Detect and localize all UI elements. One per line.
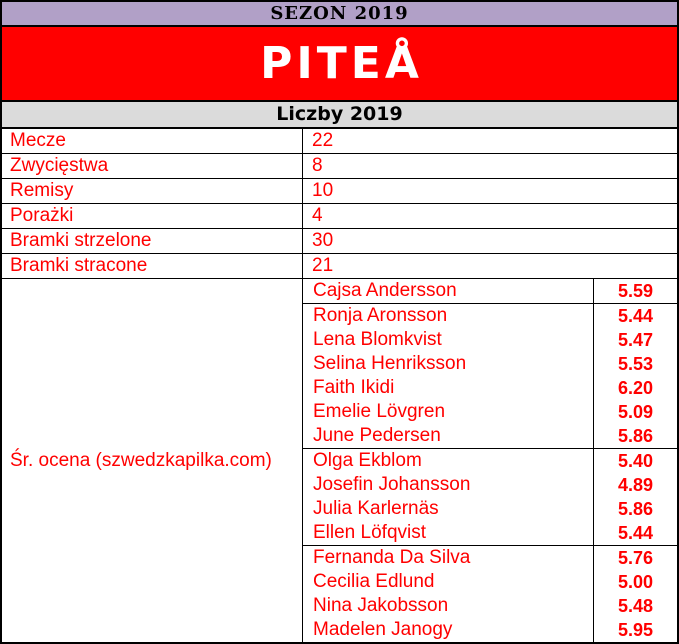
player-row (303, 521, 677, 545)
stat-label: Remisy (10, 180, 74, 201)
stat-label: Porażki (10, 205, 74, 226)
player-row (303, 497, 677, 521)
stat-row-wins (2, 154, 677, 179)
player-rating: 5.95 (593, 618, 677, 642)
player-rating: 5.44 (593, 304, 677, 328)
player-name: Ellen Löfqvist (313, 522, 427, 543)
player-name: Faith Ikidi (313, 377, 395, 398)
player-name: Madelen Janogy (313, 619, 453, 640)
player-rating: 4.89 (593, 473, 677, 497)
ratings-table (302, 279, 677, 642)
player-rating: 5.09 (593, 400, 677, 424)
stat-row-draws (2, 179, 677, 204)
ratings-source-label: Śr. ocena (szwedzkapilka.com) (10, 449, 272, 471)
player-row (303, 328, 677, 352)
stat-value: 22 (302, 129, 677, 153)
player-row (303, 473, 677, 497)
player-rating: 5.48 (593, 594, 677, 618)
stat-value: 8 (302, 154, 677, 178)
numbers-title: Liczby 2019 (276, 103, 403, 125)
player-rating: 5.00 (593, 570, 677, 594)
player-name: June Pedersen (313, 425, 441, 446)
player-rating: 5.86 (593, 497, 677, 521)
ratings-section (2, 279, 677, 642)
stat-row-goals-for (2, 229, 677, 254)
player-row (303, 449, 677, 473)
team-name: PITEÅ (260, 37, 423, 89)
season-title: SEZON 2019 (270, 2, 409, 24)
stat-row-goals-against (2, 254, 677, 279)
player-row (303, 376, 677, 400)
stat-value: 30 (302, 229, 677, 253)
player-name: Lena Blomkvist (313, 329, 442, 350)
player-row (303, 304, 677, 328)
player-rating: 5.40 (593, 449, 677, 473)
player-rating: 6.20 (593, 376, 677, 400)
team-banner (2, 27, 677, 102)
player-rating: 5.47 (593, 328, 677, 352)
player-name: Olga Ekblom (313, 450, 422, 471)
stat-label: Bramki strzelone (10, 230, 152, 251)
player-row (303, 594, 677, 618)
stat-value: 10 (302, 179, 677, 203)
stat-label: Mecze (10, 130, 66, 151)
player-name: Cajsa Andersson (313, 280, 457, 301)
numbers-bar (2, 102, 677, 129)
player-group-4 (303, 545, 677, 642)
player-row (303, 352, 677, 376)
player-rating: 5.44 (593, 521, 677, 545)
stat-row-matches (2, 129, 677, 154)
player-name: Selina Henriksson (313, 353, 467, 374)
player-name: Emelie Lövgren (313, 401, 446, 422)
player-row (303, 279, 677, 303)
player-row (303, 424, 677, 448)
player-row (303, 546, 677, 570)
player-row (303, 618, 677, 642)
stat-value: 4 (302, 204, 677, 228)
player-group-2 (303, 303, 677, 448)
player-rating: 5.86 (593, 424, 677, 448)
player-rating: 5.53 (593, 352, 677, 376)
player-row (303, 570, 677, 594)
player-name: Josefin Johansson (313, 474, 471, 495)
stat-label: Bramki stracone (10, 255, 148, 276)
stat-label: Zwycięstwa (10, 155, 109, 176)
season-bar (2, 2, 677, 27)
player-name: Fernanda Da Silva (313, 547, 471, 568)
player-rating: 5.59 (593, 279, 677, 303)
player-name: Julia Karlernäs (313, 498, 439, 519)
player-name: Ronja Aronsson (313, 305, 448, 326)
stat-row-losses (2, 204, 677, 229)
player-name: Cecilia Edlund (313, 571, 435, 592)
player-group-1 (303, 279, 677, 303)
player-name: Nina Jakobsson (313, 595, 449, 616)
player-row (303, 400, 677, 424)
player-group-3 (303, 448, 677, 545)
player-rating: 5.76 (593, 546, 677, 570)
stat-value: 21 (302, 254, 677, 278)
